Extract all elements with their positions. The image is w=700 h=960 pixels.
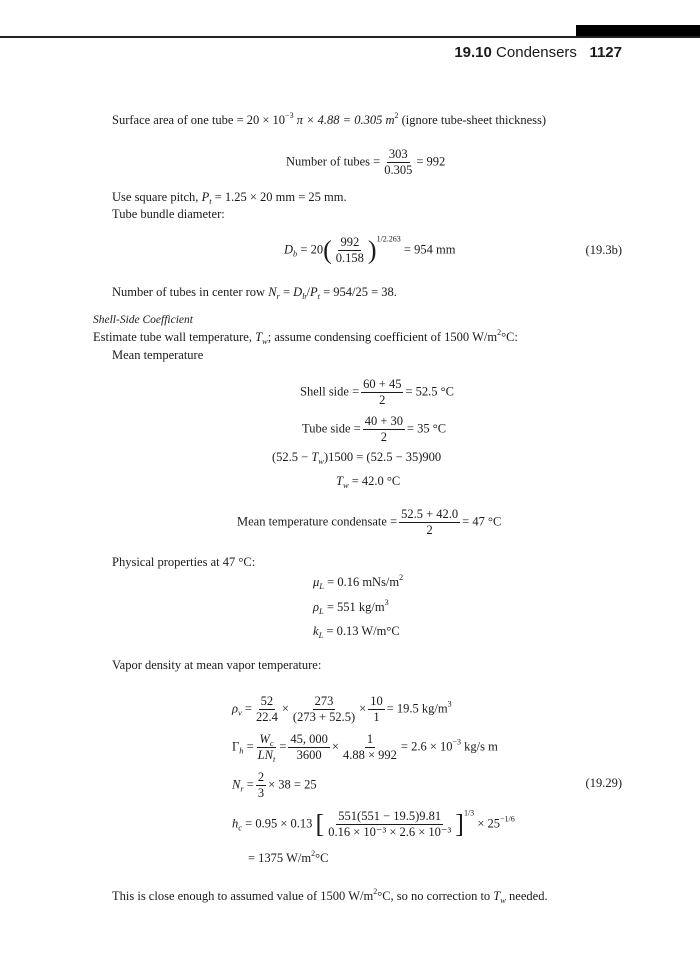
exponent: 1/2.263	[376, 234, 401, 244]
lhs: Mean temperature condensate =	[237, 514, 398, 529]
text: )1500 = (52.5 − 35)900	[323, 450, 442, 464]
text: °C, so no correction to	[377, 889, 494, 903]
exponent: 2	[373, 887, 378, 896]
symbol: ρ	[232, 701, 238, 716]
fraction	[368, 695, 385, 724]
rhs: = 992	[416, 154, 446, 169]
equation-number-of-tubes	[286, 148, 445, 177]
equation-shell-side	[300, 378, 454, 407]
text: = 1.25 × 20 mm = 25 mm.	[211, 190, 347, 204]
fraction	[361, 378, 403, 407]
text: This is close enough to assumed value of 1500 W/m	[112, 889, 374, 903]
text: Number of tubes in center row	[112, 285, 269, 299]
bracket: [	[315, 809, 325, 839]
denominator: 1	[373, 710, 380, 725]
exponent: 1/3	[463, 808, 475, 818]
exponent: −3	[285, 111, 294, 120]
fraction	[288, 733, 330, 762]
lhs: Shell side =	[300, 384, 360, 399]
rhs: = 2.6 × 10	[400, 739, 453, 754]
property-density	[313, 598, 389, 616]
bracket: ]	[455, 809, 464, 839]
equation-shell-coefficient	[232, 810, 515, 839]
equation-vapor-density	[232, 695, 452, 724]
denominator: 2	[426, 523, 433, 538]
var: T	[336, 474, 343, 488]
sub: c	[269, 738, 274, 748]
section-heading: Shell-Side Coefficient	[93, 314, 193, 326]
fraction	[256, 771, 266, 800]
paren: )	[367, 235, 377, 265]
var: P	[201, 190, 210, 204]
properties-label: Physical properties at 47 °C:	[112, 555, 256, 569]
sub: w	[318, 456, 324, 466]
text: = 20	[297, 242, 324, 257]
fraction	[341, 733, 399, 762]
exponent: 2	[399, 573, 404, 582]
sub: w	[262, 336, 268, 346]
denominator: 0.16 × 10⁻³ × 2.6 × 10⁻³	[328, 825, 452, 840]
text: =	[279, 285, 294, 299]
text: = 42.0 °C	[348, 474, 401, 488]
text: =	[241, 701, 252, 716]
fraction	[382, 148, 414, 177]
var: W	[259, 732, 270, 746]
text: =	[279, 739, 287, 754]
sub: t	[272, 754, 276, 765]
sub: c	[238, 822, 243, 833]
fraction	[291, 695, 357, 724]
numerator: 992	[338, 236, 361, 251]
var: D	[293, 285, 303, 299]
text: Use square pitch,	[112, 190, 202, 204]
sub: t	[317, 291, 320, 301]
fraction	[334, 236, 366, 265]
page-number: 1127	[589, 44, 622, 61]
sub: w	[342, 480, 349, 490]
rhs: = 52.5 °C	[405, 384, 454, 399]
denominator: 22.4	[255, 710, 278, 725]
text: (52.5 −	[272, 450, 312, 464]
var: LN	[257, 748, 273, 763]
text: Surface area of one tube = 20 × 10	[112, 113, 286, 127]
denominator: (273 + 52.5)	[292, 710, 356, 725]
text: × 25	[477, 816, 500, 831]
sub: w	[500, 895, 506, 905]
text: = 1375 W/m	[248, 851, 312, 865]
equation-condensate-temperature	[237, 508, 501, 537]
text: Estimate tube wall temperature,	[93, 330, 256, 344]
times: ×	[281, 701, 289, 716]
value: = 0.13 W/m°C	[323, 624, 400, 638]
rhs: = 47 °C	[462, 514, 502, 529]
rhs: × 38 = 25	[268, 777, 317, 792]
equation-balance	[272, 451, 441, 464]
value: = 551 kg/m	[323, 600, 385, 614]
numerator: 52	[259, 695, 276, 710]
var: T	[311, 450, 319, 464]
equation-number: (19.29)	[585, 776, 622, 790]
exponent: −1/6	[500, 814, 515, 824]
times: ×	[331, 739, 339, 754]
text: π × 4.88 = 0.305 m	[293, 113, 395, 127]
denominator: 2	[379, 393, 386, 408]
symbol: h	[232, 816, 239, 831]
sub: v	[238, 707, 242, 718]
equation-bundle-diameter	[284, 236, 455, 265]
denominator: 0.158	[335, 251, 364, 266]
text: °C:	[501, 330, 518, 344]
sub: t	[209, 196, 212, 206]
symbol: N	[232, 777, 241, 792]
exponent: 2	[394, 111, 399, 120]
var: D	[284, 242, 294, 257]
symbol: ρ	[313, 600, 319, 614]
sub: r	[240, 783, 244, 794]
fraction	[399, 508, 460, 537]
var: T	[255, 330, 263, 344]
exponent: 2	[311, 849, 316, 858]
mean-temperature-label: Mean temperature	[112, 348, 204, 362]
text: =	[243, 739, 254, 754]
numerator	[257, 733, 275, 748]
property-viscosity	[313, 573, 404, 591]
exponent: 3	[447, 699, 452, 709]
numerator: 60 + 45	[361, 378, 403, 393]
sub: L	[319, 581, 325, 591]
rhs: = 19.5 kg/m	[386, 701, 448, 716]
equation-tubes-vertical-row	[232, 771, 317, 800]
vapor-density-label: Vapor density at mean vapor temperature:	[112, 658, 322, 672]
sub: L	[318, 630, 324, 640]
exponent: −3	[452, 737, 462, 747]
text: =	[243, 777, 254, 792]
times: ×	[359, 701, 367, 716]
estimate-line	[93, 328, 518, 346]
sub: b	[302, 291, 307, 301]
exponent: 2	[497, 328, 502, 337]
equation-coefficient-result	[248, 849, 329, 865]
numerator: 52.5 + 42.0	[399, 508, 460, 523]
text: needed.	[505, 889, 548, 903]
denominator: 3	[257, 786, 265, 801]
center-row-line	[112, 286, 397, 299]
surface-area-line	[112, 111, 547, 127]
pitch-line	[112, 191, 347, 204]
sub: b	[293, 248, 298, 259]
numerator: 551(551 − 19.5)9.81	[336, 810, 443, 825]
sub: L	[319, 606, 324, 616]
var: T	[493, 889, 501, 903]
sub: h	[239, 745, 244, 756]
equation-number: (19.3b)	[585, 243, 622, 257]
paren: (	[323, 235, 332, 265]
lhs: Tube side =	[302, 421, 361, 436]
exponent: 3	[384, 598, 389, 607]
rhs: = 35 °C	[407, 421, 447, 436]
fraction	[326, 810, 453, 839]
section-title: Condensers	[496, 44, 577, 61]
denominator	[256, 748, 278, 765]
unit: kg/s m	[461, 739, 498, 754]
numerator: 1	[365, 733, 375, 748]
denominator: 2	[380, 430, 387, 445]
text: /	[306, 285, 310, 299]
equation-tube-side	[302, 415, 446, 444]
section-number: 19.10	[454, 44, 492, 61]
property-conductivity	[313, 625, 400, 638]
numerator: 303	[387, 148, 410, 163]
equation-wall-temperature	[336, 475, 400, 488]
running-header	[454, 44, 622, 61]
text: (ignore tube-sheet thickness)	[398, 113, 547, 127]
var: P	[309, 285, 318, 299]
numerator: 40 + 30	[363, 415, 405, 430]
value: = 0.16 mNs/m	[324, 575, 400, 589]
rhs: = 954 mm	[403, 242, 456, 257]
denominator: 0.305	[384, 163, 413, 178]
sub: r	[276, 291, 280, 301]
lhs: Number of tubes =	[286, 154, 381, 169]
denominator: 3600	[296, 748, 322, 763]
text: = 954/25 = 38.	[319, 285, 397, 299]
header-rule	[0, 36, 700, 38]
var: N	[268, 285, 277, 299]
denominator: 4.88 × 992	[342, 748, 397, 763]
text: = 0.95 × 0.13	[242, 816, 313, 831]
bundle-line: Tube bundle diameter:	[112, 207, 225, 221]
equation-condensate-loading	[232, 732, 498, 765]
symbol: Γ	[232, 739, 240, 754]
fraction	[363, 415, 405, 444]
conclusion-line	[112, 887, 548, 905]
numerator: 273	[313, 695, 336, 710]
symbol: μ	[313, 575, 320, 589]
text: ; assume condensing coefficient of 1500 W/m	[267, 330, 498, 344]
fraction	[256, 732, 278, 765]
fraction	[254, 695, 280, 724]
text: °C	[315, 851, 329, 865]
symbol: k	[313, 624, 319, 638]
numerator: 45, 000	[288, 733, 330, 748]
numerator: 10	[368, 695, 385, 710]
numerator: 2	[256, 771, 266, 786]
